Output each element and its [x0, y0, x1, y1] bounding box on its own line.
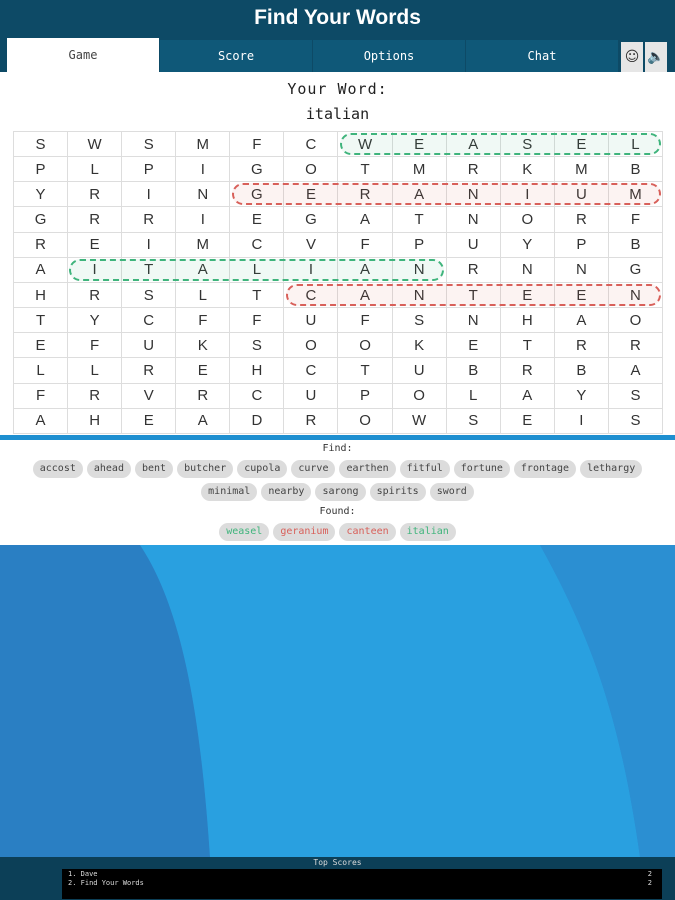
- app-title: Find Your Words: [0, 0, 675, 36]
- grid-cell[interactable]: C: [122, 308, 176, 333]
- grid-cell[interactable]: O: [501, 207, 555, 232]
- grid-cell[interactable]: R: [609, 333, 663, 358]
- word-chip: italian: [400, 523, 456, 541]
- grid-cell[interactable]: K: [176, 333, 230, 358]
- grid-cell[interactable]: O: [338, 333, 392, 358]
- found-word-highlight: [340, 133, 661, 155]
- grid-cell[interactable]: L: [68, 157, 122, 182]
- grid-cell[interactable]: O: [393, 384, 447, 409]
- grid-cell[interactable]: I: [122, 182, 176, 207]
- grid-cell[interactable]: N: [393, 283, 447, 308]
- grid-cell[interactable]: A: [338, 283, 392, 308]
- grid-cell[interactable]: A: [555, 308, 609, 333]
- tab-bar: [0, 36, 675, 72]
- score-value: 2: [647, 870, 652, 878]
- grid-cell[interactable]: R: [176, 384, 230, 409]
- grid-cell[interactable]: G: [609, 258, 663, 283]
- grid-cell[interactable]: B: [447, 358, 501, 383]
- grid-cell[interactable]: G: [230, 182, 284, 207]
- grid-cell[interactable]: U: [284, 384, 338, 409]
- grid-cell[interactable]: T: [393, 207, 447, 232]
- grid-cell[interactable]: B: [609, 233, 663, 258]
- word-chip: curve: [291, 460, 335, 478]
- find-words-row2: [0, 483, 675, 501]
- grid-cell[interactable]: C: [284, 283, 338, 308]
- grid-cell[interactable]: S: [122, 283, 176, 308]
- grid-cell[interactable]: Y: [14, 182, 68, 207]
- find-label: Find:: [322, 443, 353, 454]
- word-chip: spirits: [370, 483, 426, 501]
- grid-cell[interactable]: M: [555, 157, 609, 182]
- grid-cell[interactable]: T: [338, 358, 392, 383]
- grid-cell[interactable]: T: [14, 308, 68, 333]
- grid-cell[interactable]: N: [176, 182, 230, 207]
- grid-cell[interactable]: E: [14, 333, 68, 358]
- word-chip: sarong: [315, 483, 365, 501]
- grid-cell[interactable]: A: [176, 409, 230, 434]
- separator: [0, 435, 675, 440]
- word-chip: nearby: [261, 483, 311, 501]
- grid-cell[interactable]: A: [14, 409, 68, 434]
- grid-cell[interactable]: A: [14, 258, 68, 283]
- grid-cell[interactable]: R: [68, 207, 122, 232]
- grid-cell[interactable]: E: [555, 132, 609, 157]
- grid-cell[interactable]: H: [230, 358, 284, 383]
- grid-cell[interactable]: R: [555, 207, 609, 232]
- grid-cell[interactable]: F: [338, 308, 392, 333]
- grid-cell[interactable]: U: [284, 308, 338, 333]
- grid-cell[interactable]: I: [555, 409, 609, 434]
- grid-cell[interactable]: R: [338, 182, 392, 207]
- grid-cell[interactable]: H: [501, 308, 555, 333]
- word-chip: sword: [430, 483, 474, 501]
- grid-cell[interactable]: V: [122, 384, 176, 409]
- grid-cell[interactable]: Y: [555, 384, 609, 409]
- word-chip: fitful: [400, 460, 450, 478]
- word-grid: [13, 131, 663, 434]
- grid-cell[interactable]: L: [609, 132, 663, 157]
- grid-cell[interactable]: L: [14, 358, 68, 383]
- found-label: Found:: [319, 506, 356, 517]
- grid-cell[interactable]: F: [609, 207, 663, 232]
- tab-options[interactable]: Options: [313, 40, 465, 72]
- grid-cell[interactable]: U: [122, 333, 176, 358]
- score-rank: 1. Dave: [68, 870, 98, 878]
- grid-cell[interactable]: T: [338, 157, 392, 182]
- word-chip: butcher: [177, 460, 233, 478]
- grid-cell[interactable]: O: [284, 333, 338, 358]
- grid-cell[interactable]: E: [501, 409, 555, 434]
- word-chip: minimal: [201, 483, 257, 501]
- grid-cell[interactable]: U: [447, 233, 501, 258]
- grid-cell[interactable]: O: [338, 409, 392, 434]
- word-chip: earthen: [339, 460, 395, 478]
- background-waves: [0, 545, 675, 857]
- grid-cell[interactable]: T: [501, 333, 555, 358]
- grid-cell[interactable]: N: [447, 207, 501, 232]
- grid-cell[interactable]: S: [501, 132, 555, 157]
- word-chip: canteen: [339, 523, 395, 541]
- grid-cell[interactable]: R: [14, 233, 68, 258]
- grid-cell[interactable]: W: [68, 132, 122, 157]
- grid-cell[interactable]: E: [393, 132, 447, 157]
- grid-cell[interactable]: T: [230, 283, 284, 308]
- grid-cell[interactable]: S: [14, 132, 68, 157]
- grid-cell[interactable]: K: [501, 157, 555, 182]
- grid-cell[interactable]: R: [447, 258, 501, 283]
- grid-cell[interactable]: S: [230, 333, 284, 358]
- grid-cell[interactable]: P: [338, 384, 392, 409]
- word-chip: geranium: [273, 523, 335, 541]
- word-chip: fortune: [454, 460, 510, 478]
- grid-cell[interactable]: E: [176, 358, 230, 383]
- grid-cell[interactable]: E: [555, 283, 609, 308]
- grid-cell[interactable]: M: [609, 182, 663, 207]
- grid-cell[interactable]: L: [68, 358, 122, 383]
- grid-cell[interactable]: G: [284, 207, 338, 232]
- grid-cell[interactable]: C: [284, 358, 338, 383]
- word-chip: weasel: [219, 523, 269, 541]
- grid-cell[interactable]: W: [338, 132, 392, 157]
- found-word-highlight: [286, 284, 661, 306]
- top-scores-title: Top Scores: [313, 858, 362, 867]
- grid-cell[interactable]: E: [230, 207, 284, 232]
- grid-cell[interactable]: R: [447, 157, 501, 182]
- grid-cell[interactable]: F: [338, 233, 392, 258]
- grid-cell[interactable]: Y: [68, 308, 122, 333]
- grid-cell[interactable]: E: [68, 233, 122, 258]
- tab-chat[interactable]: Chat: [466, 40, 618, 72]
- found-words: [0, 523, 675, 541]
- grid-cell[interactable]: I: [122, 233, 176, 258]
- grid-cell[interactable]: N: [447, 182, 501, 207]
- grid-cell[interactable]: O: [609, 308, 663, 333]
- tab-game[interactable]: Game: [7, 38, 159, 72]
- word-chip: ahead: [87, 460, 131, 478]
- word-chip: cupola: [237, 460, 287, 478]
- grid-cell[interactable]: I: [501, 182, 555, 207]
- word-chip: frontage: [514, 460, 576, 478]
- grid-cell[interactable]: F: [176, 308, 230, 333]
- grid-cell[interactable]: I: [68, 258, 122, 283]
- grid-cell[interactable]: C: [230, 384, 284, 409]
- grid-cell[interactable]: R: [284, 409, 338, 434]
- grid-cell[interactable]: W: [393, 409, 447, 434]
- word-chip: lethargy: [580, 460, 642, 478]
- grid-cell[interactable]: R: [555, 333, 609, 358]
- grid-cell[interactable]: M: [393, 157, 447, 182]
- found-word-highlight: [69, 259, 444, 281]
- smiley-icon[interactable]: ☺: [621, 42, 643, 72]
- grid-cell[interactable]: R: [68, 283, 122, 308]
- grid-cell[interactable]: E: [447, 333, 501, 358]
- find-words-row1: [0, 460, 675, 478]
- speaker-icon[interactable]: 🔈: [645, 42, 667, 72]
- grid-cell[interactable]: N: [609, 283, 663, 308]
- grid-cell[interactable]: I: [176, 207, 230, 232]
- grid-cell[interactable]: S: [609, 384, 663, 409]
- grid-cell[interactable]: E: [284, 182, 338, 207]
- grid-cell[interactable]: D: [230, 409, 284, 434]
- grid-cell[interactable]: T: [122, 258, 176, 283]
- grid-cell[interactable]: L: [447, 384, 501, 409]
- grid-cell[interactable]: U: [555, 182, 609, 207]
- grid-cell[interactable]: R: [122, 358, 176, 383]
- grid-cell[interactable]: N: [447, 308, 501, 333]
- grid-cell[interactable]: M: [176, 233, 230, 258]
- grid-cell[interactable]: S: [609, 409, 663, 434]
- background-area: [0, 545, 675, 857]
- grid-cell[interactable]: A: [501, 384, 555, 409]
- grid-cell[interactable]: L: [176, 283, 230, 308]
- grid-cell[interactable]: K: [393, 333, 447, 358]
- grid-cell[interactable]: E: [501, 283, 555, 308]
- score-rank: 2. Find Your Words: [68, 879, 144, 887]
- grid-cell[interactable]: V: [284, 233, 338, 258]
- grid-cell[interactable]: G: [14, 207, 68, 232]
- grid-cell[interactable]: S: [122, 132, 176, 157]
- grid-cell[interactable]: A: [393, 182, 447, 207]
- grid-cell[interactable]: F: [230, 132, 284, 157]
- grid-cell[interactable]: G: [230, 157, 284, 182]
- grid-cell[interactable]: P: [14, 157, 68, 182]
- grid-cell[interactable]: N: [393, 258, 447, 283]
- grid-cell[interactable]: S: [393, 308, 447, 333]
- grid-cell[interactable]: I: [176, 157, 230, 182]
- grid-cell[interactable]: O: [284, 157, 338, 182]
- found-word-highlight: [232, 183, 661, 205]
- top-scores-list: [62, 869, 662, 899]
- grid-cell[interactable]: R: [501, 358, 555, 383]
- grid-cell[interactable]: C: [230, 233, 284, 258]
- grid-cell[interactable]: B: [555, 358, 609, 383]
- grid-cell[interactable]: P: [393, 233, 447, 258]
- tab-score[interactable]: Score: [160, 40, 312, 72]
- grid-cell[interactable]: R: [68, 182, 122, 207]
- grid-cell[interactable]: A: [338, 258, 392, 283]
- grid-cell[interactable]: N: [555, 258, 609, 283]
- grid-cell[interactable]: P: [122, 157, 176, 182]
- grid-cell[interactable]: A: [609, 358, 663, 383]
- grid-cell[interactable]: F: [230, 308, 284, 333]
- grid-cell[interactable]: I: [284, 258, 338, 283]
- score-row: [62, 869, 662, 878]
- word-chip: bent: [135, 460, 173, 478]
- grid-cell[interactable]: Y: [501, 233, 555, 258]
- grid-cell[interactable]: S: [447, 409, 501, 434]
- top-scores-panel: [0, 857, 675, 900]
- grid-cell[interactable]: B: [609, 157, 663, 182]
- grid-cell[interactable]: F: [68, 333, 122, 358]
- your-word-label: Your Word:: [287, 80, 388, 98]
- grid-cell[interactable]: L: [230, 258, 284, 283]
- word-chip: accost: [33, 460, 83, 478]
- grid-cell[interactable]: R: [68, 384, 122, 409]
- grid-cell[interactable]: A: [338, 207, 392, 232]
- grid-cell[interactable]: U: [393, 358, 447, 383]
- current-word: italian: [305, 105, 370, 123]
- grid-cell[interactable]: H: [14, 283, 68, 308]
- grid-cell[interactable]: A: [447, 132, 501, 157]
- grid-cell[interactable]: T: [447, 283, 501, 308]
- grid-cell[interactable]: E: [122, 409, 176, 434]
- grid-cell[interactable]: C: [284, 132, 338, 157]
- grid-cell[interactable]: R: [122, 207, 176, 232]
- score-row: [62, 878, 662, 887]
- grid-cell[interactable]: M: [176, 132, 230, 157]
- grid-cell[interactable]: H: [68, 409, 122, 434]
- grid-cell[interactable]: F: [14, 384, 68, 409]
- grid-cell[interactable]: A: [176, 258, 230, 283]
- score-value: 2: [647, 879, 652, 887]
- grid-cell[interactable]: P: [555, 233, 609, 258]
- grid-cell[interactable]: N: [501, 258, 555, 283]
